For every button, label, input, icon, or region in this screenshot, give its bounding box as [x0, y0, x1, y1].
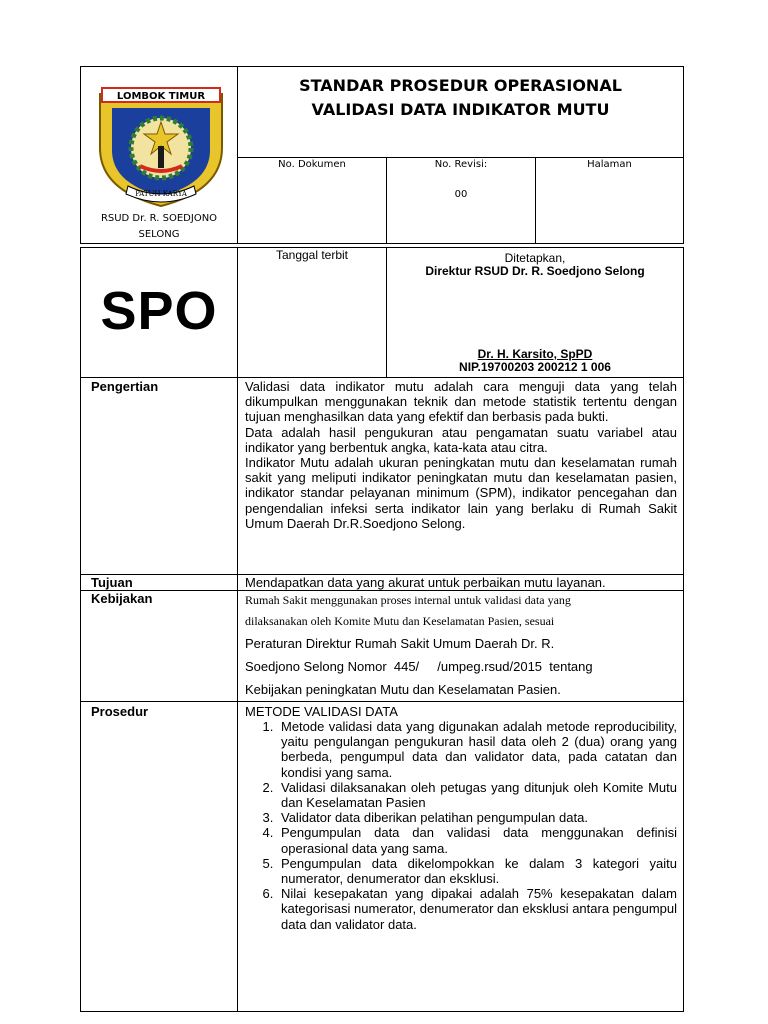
prosedur-step-4: 4. Pengumpulan data dan validasi data menggunakan definisi operasional data yang sama. [277, 825, 677, 855]
lombok-timur-emblem-icon [92, 86, 230, 208]
prosedur-label-cell [80, 701, 238, 1012]
prosedur-step-6: 6. Nilai kesepakatan yang dipakai adalah 75% kesepakatan dalam kategorisasi numerator, denumerator dan eksklusi antara pengumpul data dan validator data. [277, 886, 677, 932]
prosedur-label: Prosedur [91, 704, 149, 719]
prosedur-list-wrapper [245, 719, 677, 932]
pengertian-paragraph-2: Data adalah hasil pengukuran atau pengamatan suatu variabel atau indikator yang berbentuk angka, kata-kata atau citra. [245, 424, 677, 455]
prosedur-step-3: 3. Validator data diberikan pelatihan pengumpulan data. [277, 810, 677, 825]
pengertian-paragraph-1: Validasi data indikator mutu adalah cara menguji data yang telah dikumpulkan menggunakan teknik dan metode statistik tertentu dengan tujuan menghasilkan data yang efektif dan berbasis pada bukti. [245, 379, 677, 425]
hospital-name-line2: SELONG [138, 229, 180, 240]
no-revisi-value: 00 [454, 189, 468, 200]
direktur-title: Direktur RSUD Dr. R. Soedjono Selong [425, 264, 645, 278]
logo-ribbon-text: PATUH KARYA [135, 190, 187, 198]
kebijakan-line-5: Kebijakan peningkatan Mutu dan Keselamatan Pasien. [245, 682, 561, 697]
pengertian-label: Pengertian [91, 379, 159, 394]
tanggal-terbit-label: Tanggal terbit [275, 248, 349, 262]
signer-nip: NIP.19700203 200212 1 006 [459, 360, 611, 374]
kebijakan-line-3: Peraturan Direktur Rumah Sakit Umum Daerah Dr. R. [245, 636, 555, 651]
lombok-timur-logo [92, 86, 230, 208]
no-dokumen-cell [237, 157, 387, 244]
halaman-label: Halaman [587, 159, 632, 170]
prosedur-step-1: 1. Metode validasi data yang digunakan adalah metode reproducibility, yaitu pengulangan pengukuran hasil data oleh 2 (dua) orang yang berbeda, pengumpul data dan validator data, pada catatan dan kondisi yang sama. [277, 719, 677, 780]
kebijakan-line-1: Rumah Sakit menggunakan proses internal untuk validasi data yang [245, 593, 571, 607]
no-dokumen-label: No. Dokumen [278, 159, 346, 170]
kebijakan-line-2: dilaksanakan oleh Komite Mutu dan Keselamatan Pasien, sesuai [245, 614, 555, 628]
prosedur-list [245, 719, 677, 932]
spo-label: SPO [100, 281, 218, 341]
kebijakan-label: Kebijakan [91, 591, 153, 606]
tanggal-terbit-cell [237, 247, 387, 378]
prosedur-step-5: 5. Pengumpulan data dikelompokkan ke dalam 3 kategori yaitu numerator, denumerator dan eksklusi. [277, 856, 677, 886]
pengertian-label-cell [80, 377, 238, 575]
halaman-cell [535, 157, 684, 244]
kebijakan-line-4: Soedjono Selong Nomor 445/ /umpeg.rsud/2015 tentang [245, 659, 593, 674]
no-revisi-cell [386, 157, 536, 244]
document-title-line2: VALIDASI DATA INDIKATOR MUTU [311, 100, 610, 119]
signer-name: Dr. H. Karsito, SpPD [477, 347, 593, 361]
hospital-name-line1: RSUD Dr. R. SOEDJONO [100, 213, 218, 224]
ditetapkan-text: Ditetapkan, [504, 251, 566, 265]
kebijakan-label-cell [80, 590, 238, 702]
prosedur-heading: METODE VALIDASI DATA [245, 704, 398, 719]
document-title-line1: STANDAR PROSEDUR OPERASIONAL [299, 76, 622, 95]
pengertian-content [245, 379, 677, 531]
logo-banner-text: LOMBOK TIMUR [116, 91, 206, 102]
no-revisi-label: No. Revisi: [434, 159, 488, 170]
prosedur-step-2: 2. Validasi dilaksanakan oleh petugas yang ditunjuk oleh Komite Mutu dan Keselamatan Pasien [277, 780, 677, 810]
tujuan-content: Mendapatkan data yang akurat untuk perbaikan mutu layanan. [245, 575, 606, 590]
tujuan-label: Tujuan [91, 575, 133, 590]
pengertian-paragraph-3: Indikator Mutu adalah ukuran peningkatan mutu dan keselamatan rumah sakit yang meliputi indikator peningkatan mutu dan keselamatan pasien, indikator standar pelayanan minimum (SPM), indikator pencegahan dan pengendalian infeksi serta indikator lain yang berlaku di Rumah Sakit Umum Daerah Dr.R.Soedjono Selong. [245, 455, 677, 531]
